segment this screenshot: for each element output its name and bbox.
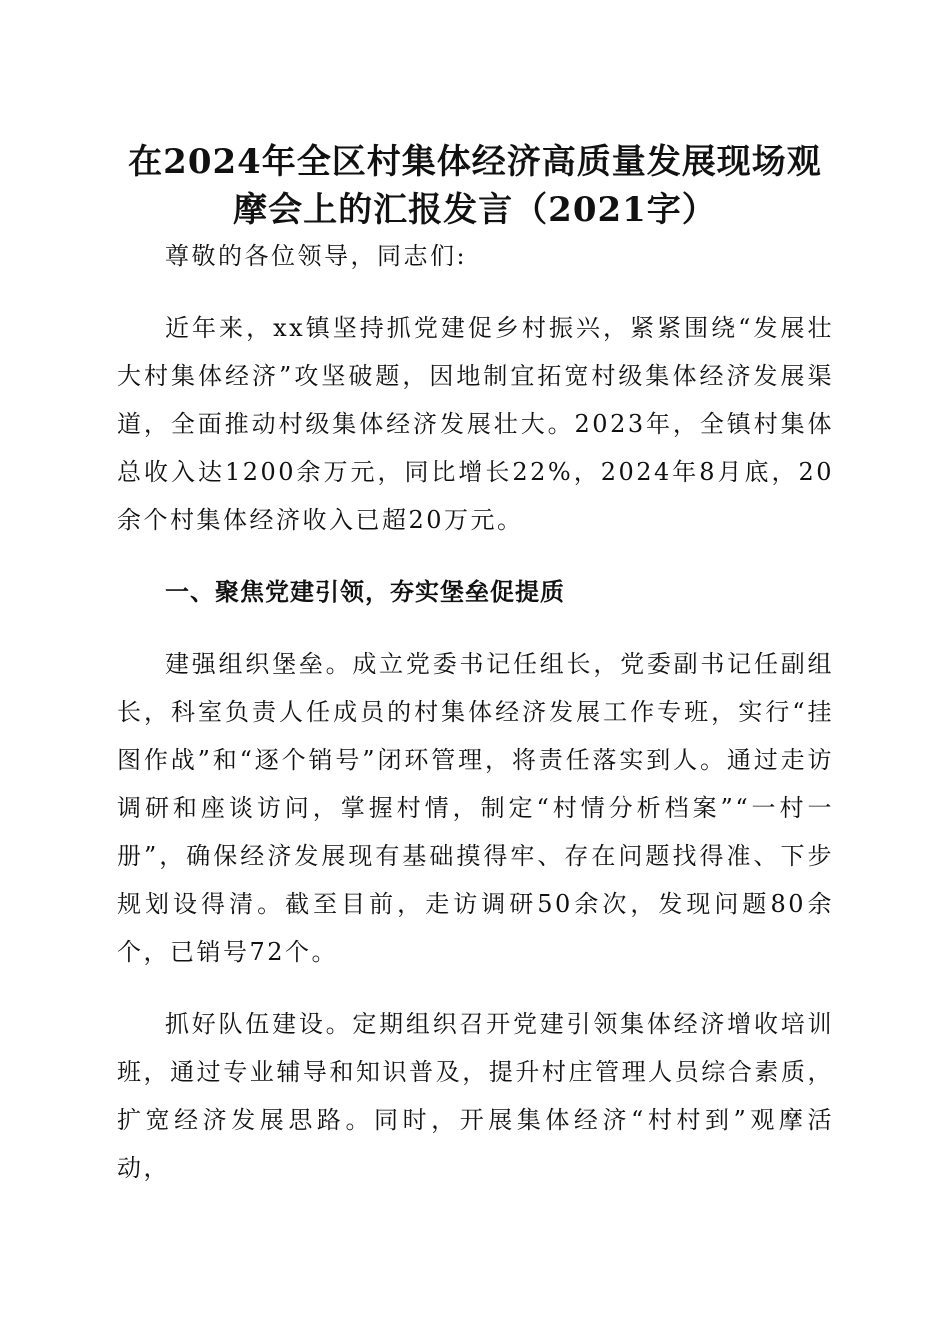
body-paragraph: 抓好队伍建设。定期组织召开党建引领集体经济增收培训班，通过专业辅导和知识普及，提升村庄管理人员综合素质，扩宽经济发展思路。同时，开展集体经济“村村到”观摩活动， xyxy=(117,1010,834,1182)
document-body xyxy=(117,232,834,1216)
title-line-2: 摩会上的汇报发言（2021字） xyxy=(233,190,717,230)
body-paragraph: 建强组织堡垒。成立党委书记任组长，党委副书记任副组长，科室负责人任成员的村集体经济发展工作专班，实行“挂图作战”和“逐个销号”闭环管理，将责任落实到人。通过走访调研和座谈访问，掌握村情，制定“村情分析档案”“一村一册”，确保经济发展现有基础摸得牢、存在问题找得准、下步规划设得清。截至目前，走访调研50余次，发现问题80余个，已销号72个。 xyxy=(117,650,834,966)
title-line-1: 在2024年全区村集体经济高质量发展现场观 xyxy=(128,142,822,182)
document-title xyxy=(100,138,850,234)
greeting: 尊敬的各位领导，同志们: xyxy=(165,242,468,270)
section-heading: 一、聚焦党建引领，夯实堡垒促提质 xyxy=(165,578,565,606)
intro-paragraph: 近年来，xx镇坚持抓党建促乡村振兴，紧紧围绕“发展壮大村集体经济”攻坚破题，因地制宜拓宽村级集体经济发展渠道，全面推动村级集体经济发展壮大。2023年，全镇村集体总收入达1200余万元，同比增长22%，2024年8月底，20余个村集体经济收入已超20万元。 xyxy=(117,314,834,534)
